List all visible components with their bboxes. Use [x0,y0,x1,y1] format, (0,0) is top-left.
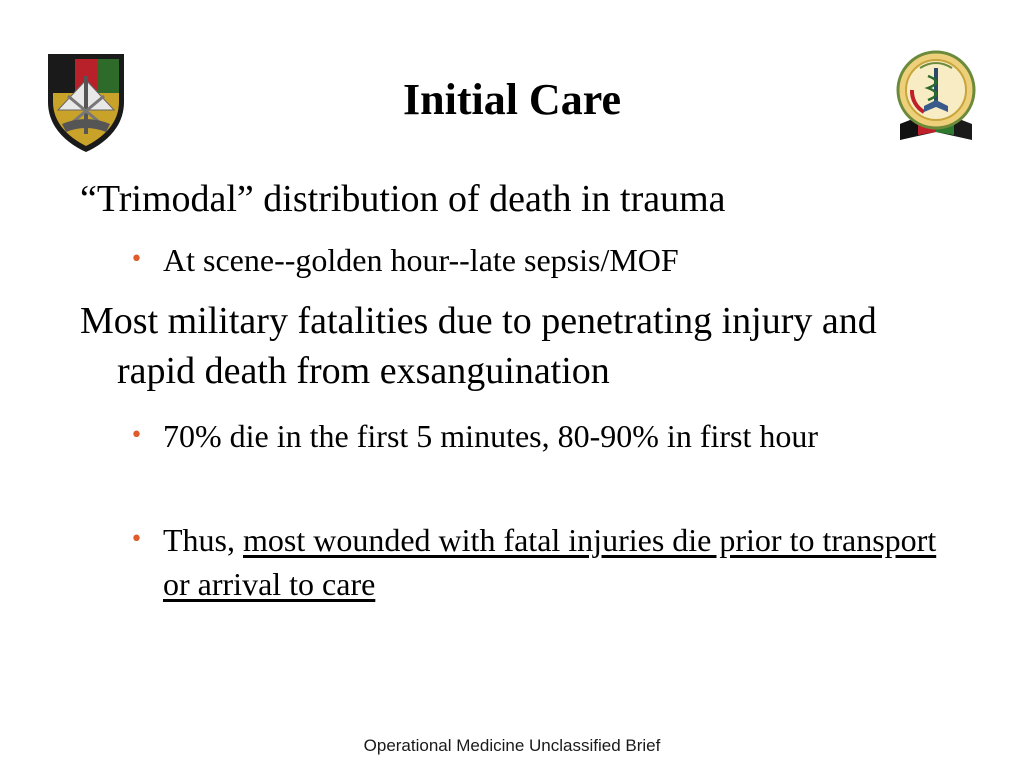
slide-footer: Operational Medicine Unclassified Brief [363,736,661,755]
sub-bullet-2-2 [130,518,953,606]
sub-bullet-2-2-emphasis: most wounded with fatal injuries die prior to transport or arrival to care [163,522,937,602]
slide-title: Initial Care [403,75,621,124]
sub-bullet-2-1 [130,414,943,458]
sub-bullet-2-2-prefix: Thus, [163,522,243,558]
sub-bullet-2-1-text: 70% die in the first 5 minutes, 80-90% in first hour [163,418,819,454]
bullet-point-2: Most military fatalities due to penetrating injury and rapid death from exsanguination [80,300,877,392]
sub-bullet-1-1-text: At scene--golden hour--late sepsis/MOF [163,242,679,278]
bullet-icon: • [130,247,143,272]
bullet-point-1: “Trimodal” distribution of death in trauma [80,178,726,220]
bullet-icon: • [130,423,143,448]
bullet-icon: • [130,527,143,552]
sub-bullet-1-1 [130,238,973,282]
